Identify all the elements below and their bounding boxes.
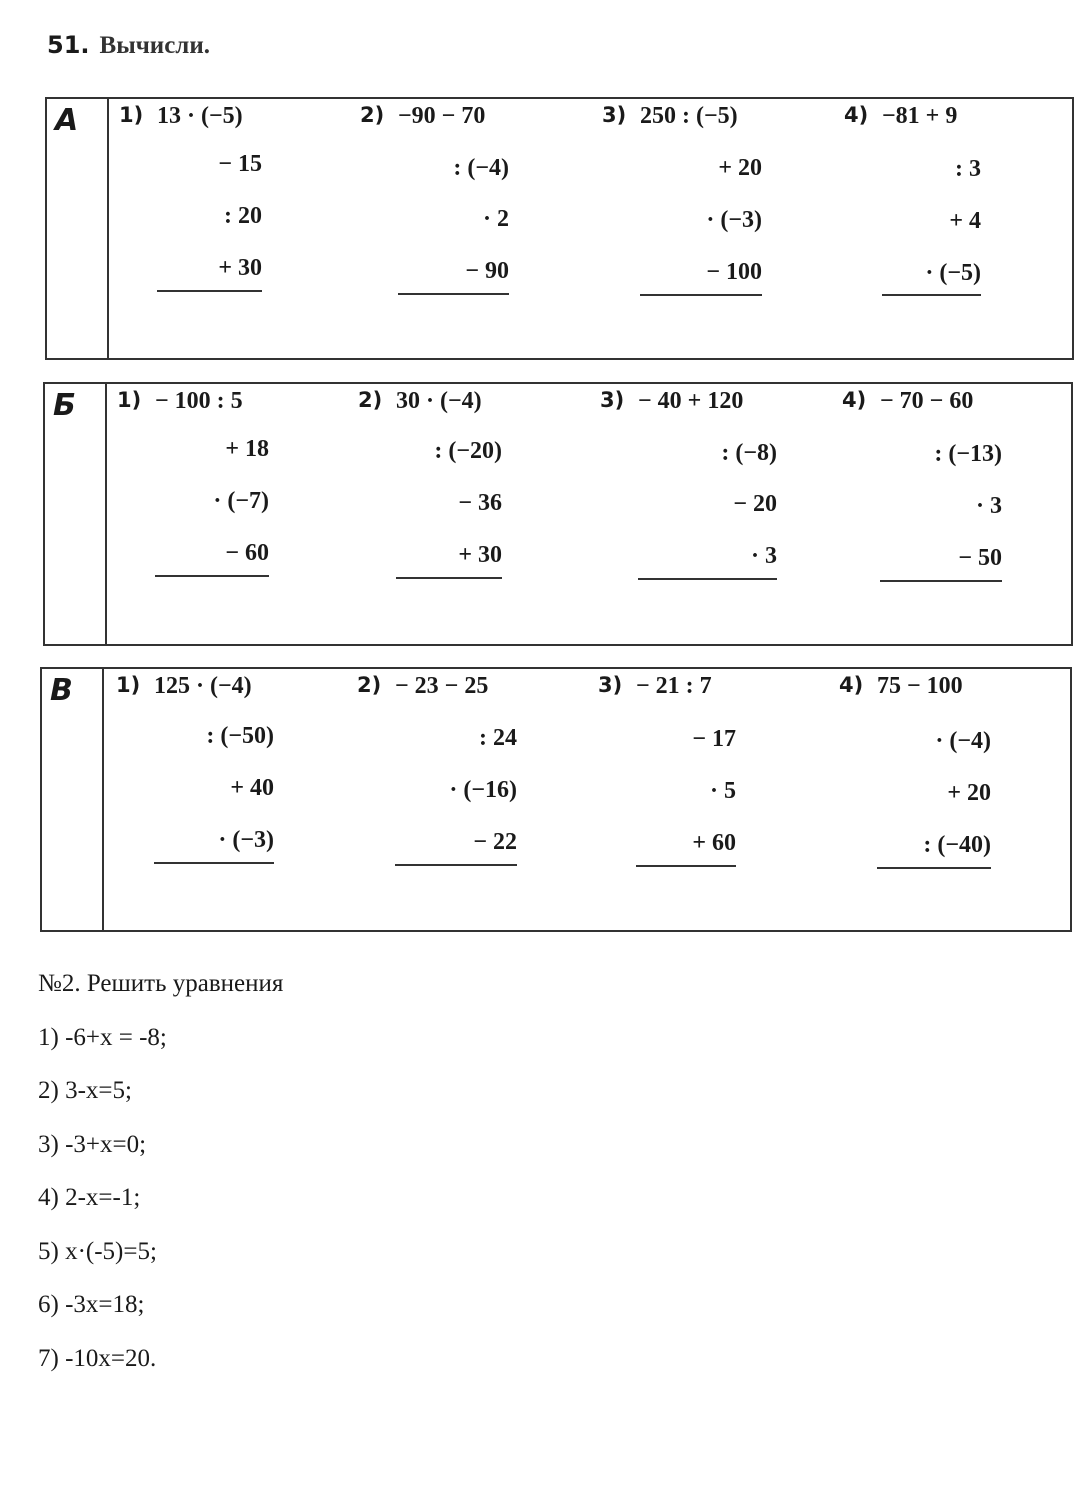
chain-start: − 70 − 60 (880, 388, 974, 414)
answer-line (640, 294, 762, 296)
block-a (45, 97, 1074, 360)
task-instruction: Вычисли. (99, 32, 210, 59)
answer-line (877, 867, 991, 869)
chain-step: − 17 (692, 726, 736, 752)
task-title (47, 30, 210, 60)
answer-line (157, 290, 262, 292)
chain-v-2 (357, 673, 517, 873)
chain-number: 1) (117, 388, 142, 412)
chain-step: + 30 (458, 542, 502, 568)
chain-step: + 60 (692, 830, 736, 856)
chain-step: − 50 (958, 545, 1002, 571)
chain-step: · 5 (709, 778, 736, 804)
chain-number: 4) (839, 673, 864, 697)
chain-step: · (−4) (935, 728, 991, 754)
chain-a-4 (844, 103, 981, 303)
block-letter: Б (53, 388, 76, 423)
chain-step: : 24 (479, 725, 517, 751)
chain-number: 1) (119, 103, 144, 127)
answer-line (155, 575, 269, 577)
chain-step: − 20 (733, 491, 777, 517)
equation-item: 1) -6+x = -8; (38, 1024, 167, 1051)
chain-step: − 15 (218, 151, 262, 177)
block-letter: В (50, 673, 73, 708)
answer-line (636, 865, 736, 867)
chain-step: : (−8) (721, 440, 777, 466)
block-b (43, 382, 1073, 646)
chain-step: − 36 (458, 490, 502, 516)
chain-a-2 (360, 103, 509, 303)
chain-start: −81 + 9 (882, 103, 958, 129)
equation-item: 4) 2-x=-1; (38, 1184, 141, 1211)
chain-step: · 2 (482, 206, 509, 232)
chain-start: − 100 : 5 (155, 388, 243, 414)
chain-b-4 (842, 388, 1002, 588)
chain-step: · 3 (750, 543, 777, 569)
equation-item: 7) -10x=20. (38, 1345, 157, 1372)
chain-v-1 (116, 673, 274, 873)
chain-start: − 23 − 25 (395, 673, 489, 699)
chain-step: + 20 (947, 780, 991, 806)
answer-line (882, 294, 981, 296)
chain-step: : (−50) (206, 723, 274, 749)
chain-step: · (−5) (925, 260, 981, 286)
chain-start: −90 − 70 (398, 103, 486, 129)
answer-line (398, 293, 509, 295)
chain-number: 4) (842, 388, 867, 412)
chain-step: · (−3) (218, 827, 274, 853)
block-letter: А (55, 103, 79, 138)
chain-number: 2) (360, 103, 385, 127)
chain-step: · (−7) (213, 488, 269, 514)
chain-step: + 40 (230, 775, 274, 801)
chain-number: 2) (357, 673, 382, 697)
chain-step: · (−3) (706, 207, 762, 233)
chain-step: + 20 (718, 155, 762, 181)
chain-step: · (−16) (449, 777, 517, 803)
task-number: 51. (47, 31, 90, 59)
block-v (40, 667, 1072, 932)
chain-start: 30 · (−4) (396, 388, 482, 414)
chain-step: + 4 (949, 208, 981, 234)
chain-a-1 (119, 103, 262, 303)
chain-step: : (−13) (934, 441, 1002, 467)
chain-b-2 (358, 388, 502, 588)
chain-number: 3) (602, 103, 627, 127)
chain-b-1 (117, 388, 269, 588)
chain-step: : 3 (955, 156, 981, 182)
chain-number: 4) (844, 103, 869, 127)
chain-step: − 22 (473, 829, 517, 855)
answer-line (154, 862, 274, 864)
chain-b-3 (600, 388, 777, 588)
chain-step: : (−4) (453, 155, 509, 181)
chain-step: − 100 (706, 259, 762, 285)
block-letter-column (42, 669, 104, 930)
chain-step: · 3 (975, 493, 1002, 519)
chain-number: 3) (600, 388, 625, 412)
equations-title: №2. Решить уравнения (38, 970, 284, 997)
chain-step: − 60 (225, 540, 269, 566)
chain-start: 250 : (−5) (640, 103, 738, 129)
answer-line (396, 577, 502, 579)
answer-line (880, 580, 1002, 582)
answer-line (395, 864, 517, 866)
chain-step: + 30 (218, 255, 262, 281)
chain-start: 13 · (−5) (157, 103, 243, 129)
answer-line (638, 578, 777, 580)
chain-start: 75 − 100 (877, 673, 963, 699)
chain-a-3 (602, 103, 762, 303)
chain-step: − 90 (465, 258, 509, 284)
chain-step: : 20 (224, 203, 262, 229)
chain-v-4 (839, 673, 991, 873)
equation-item: 3) -3+x=0; (38, 1131, 147, 1158)
chain-start: 125 · (−4) (154, 673, 252, 699)
chain-number: 3) (598, 673, 623, 697)
chain-number: 2) (358, 388, 383, 412)
chain-v-3 (598, 673, 736, 873)
equation-item: 6) -3x=18; (38, 1291, 145, 1318)
block-letter-column (47, 99, 109, 358)
block-letter-column (45, 384, 107, 644)
equation-item: 5) x·(-5)=5; (38, 1238, 157, 1265)
chain-step: : (−40) (923, 832, 991, 858)
chain-start: − 21 : 7 (636, 673, 712, 699)
chain-number: 1) (116, 673, 141, 697)
chain-start: − 40 + 120 (638, 388, 744, 414)
chain-step: + 18 (225, 436, 269, 462)
equation-item: 2) 3-x=5; (38, 1077, 132, 1104)
chain-step: : (−20) (434, 438, 502, 464)
